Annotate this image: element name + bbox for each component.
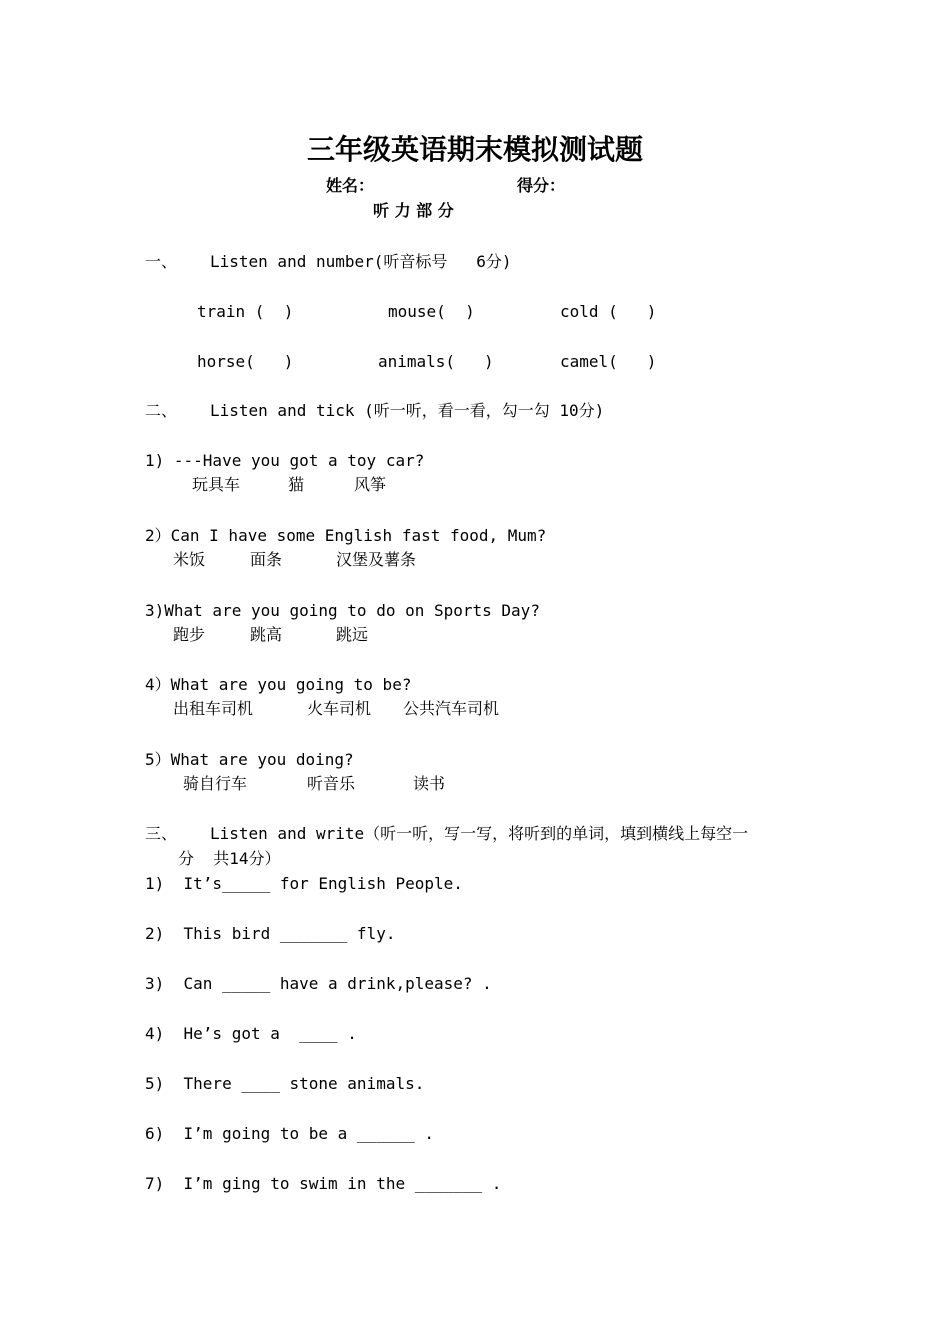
word-horse: horse( )	[197, 352, 294, 371]
part1-number: 一、	[145, 252, 178, 271]
page-title: 三年级英语期末模拟测试题	[306, 133, 643, 166]
item-text: This bird	[183, 924, 280, 943]
word-train: train ( )	[197, 302, 294, 321]
option: 米饭	[173, 550, 206, 569]
option: 猫	[288, 475, 305, 494]
word-animals: animals( )	[378, 352, 494, 371]
option: 跳高	[250, 625, 283, 644]
option: 面条	[250, 550, 283, 569]
item-text: fly.	[347, 924, 396, 943]
word-cold: cold ( )	[560, 302, 657, 321]
item-text: It’s	[183, 874, 223, 893]
item-text: .	[337, 1024, 357, 1043]
fill-item-7	[145, 1174, 501, 1194]
answer-blank: ______	[356, 1124, 415, 1143]
item-number: 4)	[145, 1024, 165, 1043]
fill-item-5	[145, 1074, 424, 1094]
part2-instruction: Listen and tick (听一听，看一看，勾一勾 10分)	[210, 401, 605, 420]
item-text: stone animals.	[279, 1074, 425, 1093]
item-text: .	[482, 1174, 502, 1193]
option: 骑自行车	[183, 774, 248, 793]
option: 出租车司机	[173, 699, 254, 718]
question-2: 2）Can I have some English fast food, Mum?	[145, 526, 547, 545]
answer-blank: _____	[222, 874, 271, 893]
fill-item-3	[145, 974, 492, 994]
question-1: 1) ---Have you got a toy car?	[145, 451, 425, 470]
question-4: 4）What are you going to be?	[145, 675, 412, 694]
item-number: 6)	[145, 1124, 165, 1143]
answer-blank: ____	[299, 1024, 338, 1043]
answer-blank: ____	[241, 1074, 280, 1093]
part3-number: 三、	[145, 824, 178, 843]
fill-item-4	[145, 1024, 357, 1044]
word-camel: camel( )	[560, 352, 657, 371]
item-number: 7)	[145, 1174, 165, 1193]
fill-item-2	[145, 924, 395, 944]
item-text: .	[414, 1124, 434, 1143]
item-number: 5)	[145, 1074, 165, 1093]
option: 跑步	[173, 625, 206, 644]
option: 汉堡及薯条	[336, 550, 417, 569]
item-number: 1)	[145, 874, 165, 893]
answer-blank: _______	[279, 924, 348, 943]
option: 公共汽车司机	[403, 699, 500, 718]
item-text: Can	[183, 974, 223, 993]
option: 玩具车	[192, 475, 241, 494]
word-mouse: mouse( )	[388, 302, 475, 321]
item-text: have a drink,please? .	[270, 974, 492, 993]
answer-blank: _____	[222, 974, 271, 993]
question-3: 3)What are you going to do on Sports Day?	[145, 601, 540, 620]
section-heading: 听 力 部 分	[373, 201, 454, 220]
part2-number: 二、	[145, 401, 178, 420]
score-label: 得分：	[517, 176, 566, 195]
item-number: 3)	[145, 974, 165, 993]
option: 听音乐	[307, 774, 356, 793]
option: 风筝	[354, 475, 387, 494]
item-number: 2)	[145, 924, 165, 943]
item-text: I’m going to be a	[183, 1124, 357, 1143]
item-text: There	[183, 1074, 242, 1093]
option: 跳远	[336, 625, 369, 644]
fill-item-1	[145, 874, 463, 894]
fill-item-6	[145, 1124, 434, 1144]
item-text: I’m ging to swim in the	[183, 1174, 415, 1193]
part1-instruction: Listen and number(听音标号 6分)	[210, 252, 512, 271]
item-text: He’s got a	[183, 1024, 300, 1043]
part3-instruction-line2: 分 共14分）	[178, 849, 281, 868]
part3-instruction-line1: Listen and write（听一听，写一写，将听到的单词，填到横线上每空一	[210, 824, 749, 843]
question-5: 5）What are you doing?	[145, 750, 354, 769]
name-label: 姓名：	[326, 176, 375, 195]
option: 火车司机	[307, 699, 372, 718]
item-text: for English People.	[270, 874, 463, 893]
answer-blank: _______	[414, 1174, 483, 1193]
option: 读书	[413, 774, 446, 793]
